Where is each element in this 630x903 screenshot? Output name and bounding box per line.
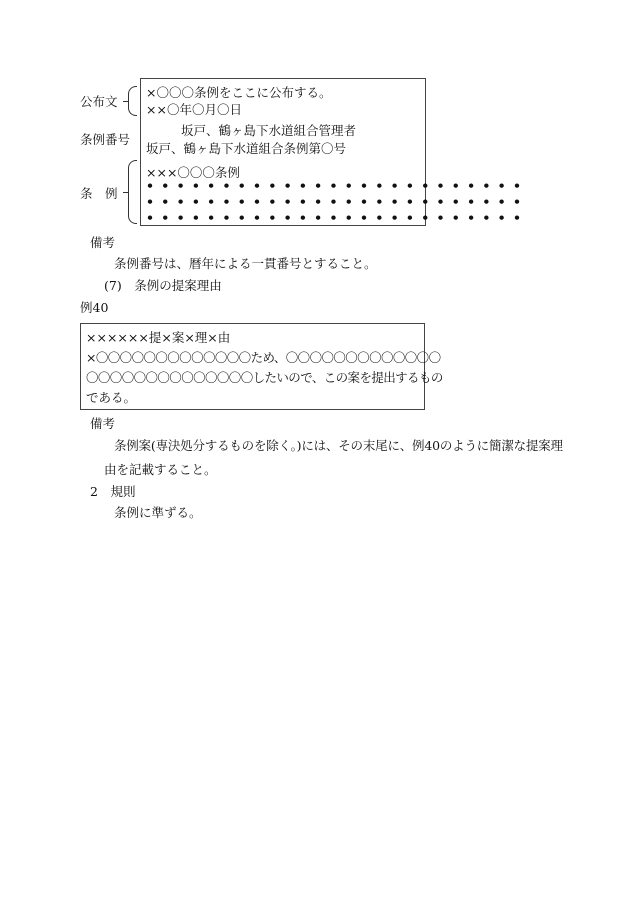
biko1-text: 条例番号は、暦年による一貫番号とすること。 bbox=[114, 256, 377, 271]
dots-row-2: ••••••••••••••••••••••••• bbox=[146, 194, 529, 209]
label-kohubun: 公布文 bbox=[80, 94, 118, 109]
brace-kohubun bbox=[128, 86, 137, 116]
dots-row-3: ••••••••••••••••••••••••• bbox=[146, 210, 529, 225]
section7-heading: (7) 条例の提案理由 bbox=[104, 278, 222, 293]
upper-line-2: ××〇年〇月〇日 bbox=[146, 102, 242, 117]
biko2-text-line-1: 条例案(専決処分するものを除く。)には、その末尾に、例40のように簡潔な提案理 bbox=[114, 438, 563, 453]
upper-line-3: 坂戸、鶴ヶ島下水道組合管理者 bbox=[181, 123, 357, 138]
example40-line-4: である。 bbox=[86, 390, 137, 405]
section2-heading: 2 規則 bbox=[90, 484, 136, 499]
dots-row-1: ••••••••••••••••••••••••• bbox=[146, 178, 529, 193]
example40-line-2: ×〇〇〇〇〇〇〇〇〇〇〇〇〇ため、〇〇〇〇〇〇〇〇〇〇〇〇〇 bbox=[86, 350, 441, 365]
brace-jorei bbox=[128, 160, 137, 224]
label-jorei-bango: 条例番号 bbox=[80, 132, 131, 147]
section2-text: 条例に準ずる。 bbox=[114, 505, 202, 520]
example40-box bbox=[80, 323, 443, 410]
upper-line-4: 坂戸、鶴ヶ島下水道組合条例第〇号 bbox=[146, 141, 347, 156]
upper-template-box bbox=[140, 78, 529, 226]
example40-line-1: ××××××提×案×理×由 bbox=[86, 330, 231, 345]
biko2-text-line-2: 由を記載すること。 bbox=[104, 462, 217, 477]
example40-label: 例40 bbox=[80, 300, 109, 315]
upper-line-1: ×〇〇〇条例をここに公布する。 bbox=[146, 85, 332, 100]
biko2-heading: 備考 bbox=[90, 416, 116, 431]
upper-line-5: ×××〇〇〇条例 bbox=[146, 165, 240, 180]
label-jorei: 条 例 bbox=[80, 186, 118, 201]
example40-line-3: 〇〇〇〇〇〇〇〇〇〇〇〇〇〇したいので、この案を提出するもの bbox=[86, 370, 443, 385]
biko1-heading: 備考 bbox=[90, 235, 116, 250]
